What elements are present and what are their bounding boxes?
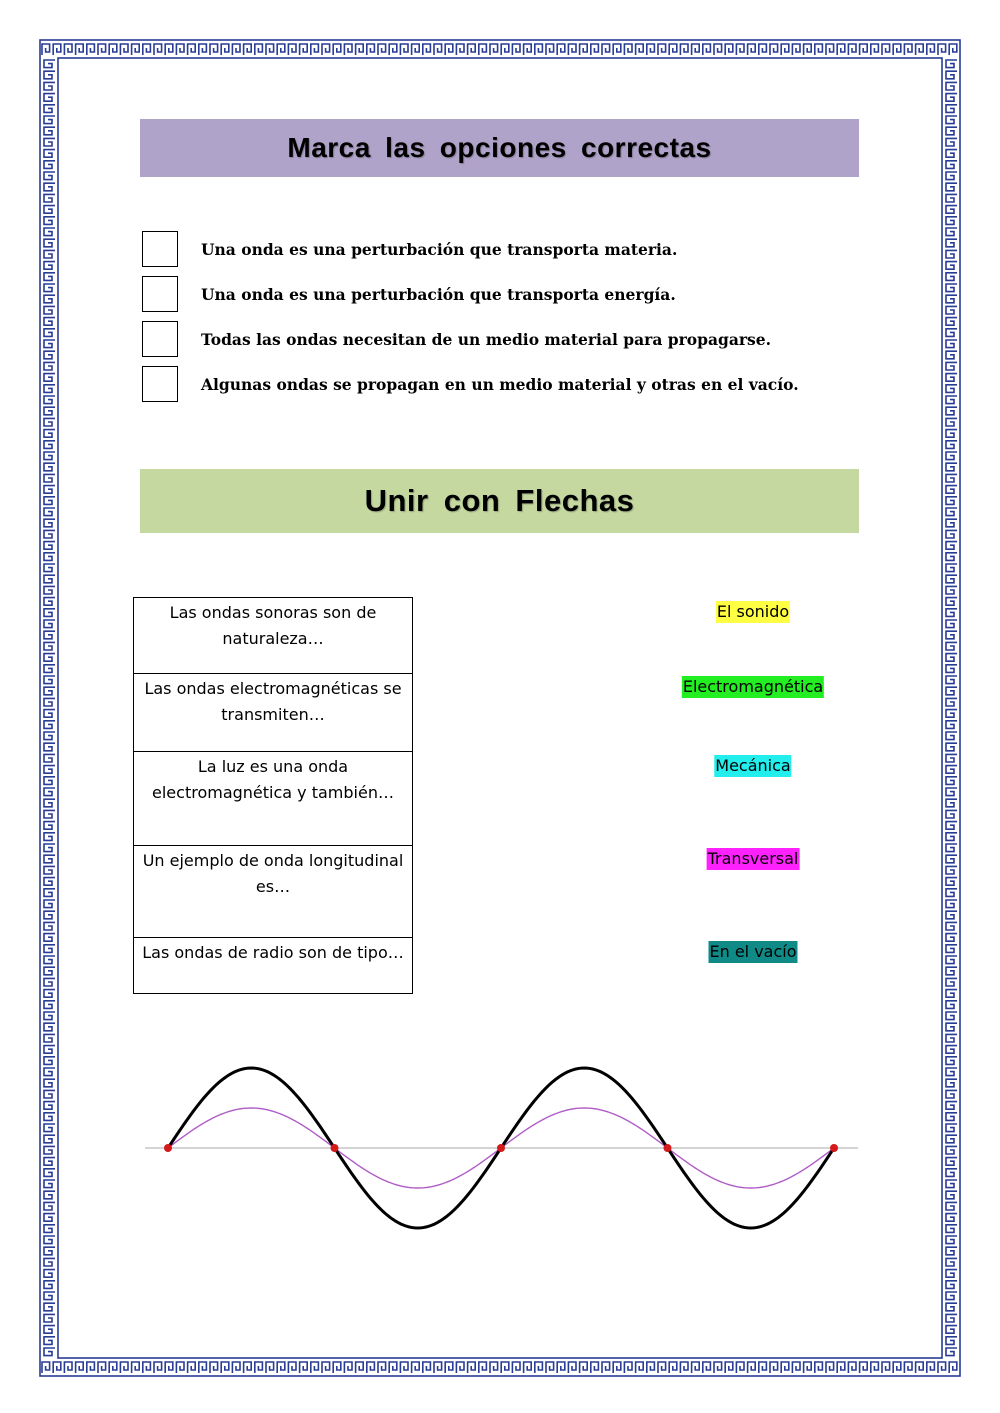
prompt-cell-1[interactable]: Las ondas sonoras son de naturaleza… [134, 598, 413, 674]
section2-title: Unir con Flechas [364, 483, 635, 518]
option-text-3: Todas las ondas necesitan de un medio material para propagarse. [201, 329, 772, 349]
prompt-cell-5[interactable]: Las ondas de radio son de tipo… [134, 938, 413, 994]
answer-tag-1[interactable]: El sonido [716, 602, 790, 621]
prompt-cell-3[interactable]: La luz es una onda electromagnética y también… [134, 752, 413, 846]
option-text-4: Algunas ondas se propagan en un medio material y otras en el vacío. [201, 374, 799, 394]
wave-node-3 [497, 1144, 505, 1152]
prompt-cell-4[interactable]: Un ejemplo de onda longitudinal es… [134, 846, 413, 938]
prompt-cell-2[interactable]: Las ondas electromagnéticas se transmiten… [134, 674, 413, 752]
answer-tag-5[interactable]: En el vacío [709, 942, 797, 961]
wave-node-2 [331, 1144, 339, 1152]
wave-node-5 [830, 1144, 838, 1152]
answer-tag-3[interactable]: Mecánica [715, 756, 791, 775]
wave-node-1 [164, 1144, 172, 1152]
answer-tag-4[interactable]: Transversal [707, 849, 799, 868]
option-text-1: Una onda es una perturbación que transporta materia. [201, 239, 678, 259]
answer-tag-2[interactable]: Electromagnética [682, 677, 824, 696]
section1-title: Marca las opciones correctas [287, 132, 712, 163]
option-text-2: Una onda es una perturbación que transporta energía. [201, 284, 676, 304]
wave-node-4 [664, 1144, 672, 1152]
